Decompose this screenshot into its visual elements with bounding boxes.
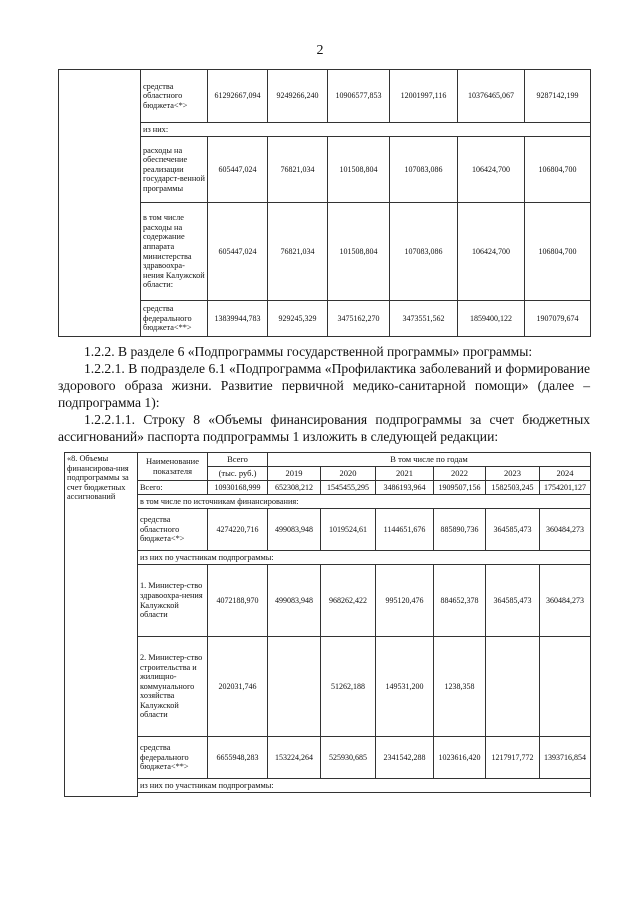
table-header-row <box>65 453 591 467</box>
row-label: в том числе расходы на содержание аппарата министерства здравоохра-нения Калужской области: <box>141 203 208 301</box>
cell-2019: 9249266,240 <box>268 70 328 123</box>
cell-2022: 10376465,067 <box>458 70 525 123</box>
cell-2021: 107083,086 <box>390 203 458 301</box>
row-label: из них: <box>141 123 591 137</box>
cell-2023 <box>486 637 540 737</box>
cell-2022: 106424,700 <box>458 203 525 301</box>
cell-2021: 149531,200 <box>376 637 434 737</box>
cell-total: 10930168,999 <box>208 481 268 495</box>
cell-2023: 1217917,772 <box>486 737 540 779</box>
cell-2022: 1909507,156 <box>434 481 486 495</box>
page-number: 2 <box>316 43 324 58</box>
header-year: 2024 <box>540 467 591 481</box>
cell-2020: 968262,422 <box>321 565 376 637</box>
cell-total: 4072188,970 <box>208 565 268 637</box>
cell-2019: 499083,948 <box>268 509 321 551</box>
header-year: 2020 <box>321 467 376 481</box>
cell-2022: 884652,378 <box>434 565 486 637</box>
cell-2024 <box>540 637 591 737</box>
header-years-group: В том числе по годам <box>268 453 591 467</box>
participants-heading: из них по участникам подпрограммы: <box>138 779 591 793</box>
cell-2023: 1582503,245 <box>486 481 540 495</box>
cell-total: 605447,024 <box>208 137 268 203</box>
row-label: средства областного бюджета<*> <box>141 70 208 123</box>
header-name: Наименование показателя <box>138 453 208 481</box>
cell-2019: 499083,948 <box>268 565 321 637</box>
cell-2022: 885890,736 <box>434 509 486 551</box>
top-budget-table <box>58 69 591 337</box>
paragraph-1-2-2-1: 1.2.2.1. В подразделе 6.1 «Подпрограмма «Профилактика заболеваний и формирование здорового образа жизни. Развитие первичной медико-санитарной помощи» (далее – подпрограмма 1): <box>58 361 590 410</box>
cell-2019: 76821,034 <box>268 203 328 301</box>
participants-heading-row <box>65 779 591 793</box>
cell-2019: 652308,212 <box>268 481 321 495</box>
cell-2021: 3486193,964 <box>376 481 434 495</box>
participants-heading-row <box>65 551 591 565</box>
cell-2023: 364585,473 <box>486 509 540 551</box>
table-row <box>59 70 591 123</box>
cell-2021: 12001997,116 <box>390 70 458 123</box>
cell-2020: 525930,685 <box>321 737 376 779</box>
cell-2020: 3475162,270 <box>328 301 390 337</box>
cell-2024: 360484,273 <box>540 565 591 637</box>
total-row <box>65 481 591 495</box>
cell-2023: 106804,700 <box>525 137 591 203</box>
cell-2021: 107083,086 <box>390 137 458 203</box>
regional-budget-row <box>65 509 591 551</box>
ministry-construction-row <box>65 637 591 737</box>
cell-2019: 76821,034 <box>268 137 328 203</box>
cell-total: 6655948,283 <box>208 737 268 779</box>
cell-2019: 153224,264 <box>268 737 321 779</box>
paragraph-1-2-2-1-1: 1.2.2.1.1. Строку 8 «Объемы финансирования подпрограммы за счет бюджетных ассигнований» паспорта подпрограммы 1 изложить в следующей редакции: <box>58 412 590 444</box>
federal-budget-row <box>65 737 591 779</box>
cell-2024: 1754201,127 <box>540 481 591 495</box>
cell-total: 202031,746 <box>208 637 268 737</box>
cell-2020: 51262,188 <box>321 637 376 737</box>
cell-2024: 1393716,854 <box>540 737 591 779</box>
subprogram-funding-table <box>64 452 591 797</box>
header-year: 2019 <box>268 467 321 481</box>
cell-2024: 360484,273 <box>540 509 591 551</box>
cell-total: 4274220,716 <box>208 509 268 551</box>
paragraph-1-2-2: 1.2.2. В разделе 6 «Подпрограммы государственной программы» программы: <box>84 344 533 359</box>
cell-2023: 364585,473 <box>486 565 540 637</box>
empty-left-cell <box>59 70 141 337</box>
cell-2021: 2341542,288 <box>376 737 434 779</box>
cell-2022: 1023616,420 <box>434 737 486 779</box>
row-8-label: «8. Объемы финансирова-ния подпрограммы за счет бюджетных ассигнований <box>65 453 138 797</box>
cell-2023: 1907079,674 <box>525 301 591 337</box>
row-label: 1. Министер-ство здравоохра-нения Калужской области <box>138 565 208 637</box>
sources-heading: в том числе по источникам финансирования: <box>138 495 591 509</box>
header-total: Всего <box>208 453 268 467</box>
cell-2020: 101508,804 <box>328 137 390 203</box>
cell-2019: 929245,329 <box>268 301 328 337</box>
header-year: 2021 <box>376 467 434 481</box>
header-unit: (тыс. руб.) <box>208 467 268 481</box>
cell-2021: 1144651,676 <box>376 509 434 551</box>
cell-total: 605447,024 <box>208 203 268 301</box>
cell-2020: 10906577,853 <box>328 70 390 123</box>
row-label: расходы на обеспечение реализации государст-венной программы <box>141 137 208 203</box>
participants-heading: из них по участникам подпрограммы: <box>138 551 591 565</box>
row-label: 2. Министер-ство строительства и жилищно-коммунального хозяйства Калужской области <box>138 637 208 737</box>
cell-total: 13839944,783 <box>208 301 268 337</box>
cell-2021: 995120,476 <box>376 565 434 637</box>
cell-2022: 1859400,122 <box>458 301 525 337</box>
cell-2020: 1545455,295 <box>321 481 376 495</box>
cell-2022: 106424,700 <box>458 137 525 203</box>
cell-2022: 1238,358 <box>434 637 486 737</box>
cell-2020: 101508,804 <box>328 203 390 301</box>
sources-heading-row <box>65 495 591 509</box>
header-year: 2022 <box>434 467 486 481</box>
cell-2019 <box>268 637 321 737</box>
table-row <box>65 795 591 797</box>
ministry-health-row <box>65 565 591 637</box>
header-year: 2023 <box>486 467 540 481</box>
row-label: средства федерального бюджета<**> <box>138 737 208 779</box>
row-label: средства федерального бюджета<**> <box>141 301 208 337</box>
cell-2020: 1019524,61 <box>321 509 376 551</box>
row-label: средства областного бюджета<*> <box>138 509 208 551</box>
cell-total: 61292667,094 <box>208 70 268 123</box>
row-label: Всего: <box>138 481 208 495</box>
cell-2021: 3473551,562 <box>390 301 458 337</box>
continued-cell <box>138 795 591 797</box>
cell-2023: 9287142,199 <box>525 70 591 123</box>
cell-2023: 106804,700 <box>525 203 591 301</box>
